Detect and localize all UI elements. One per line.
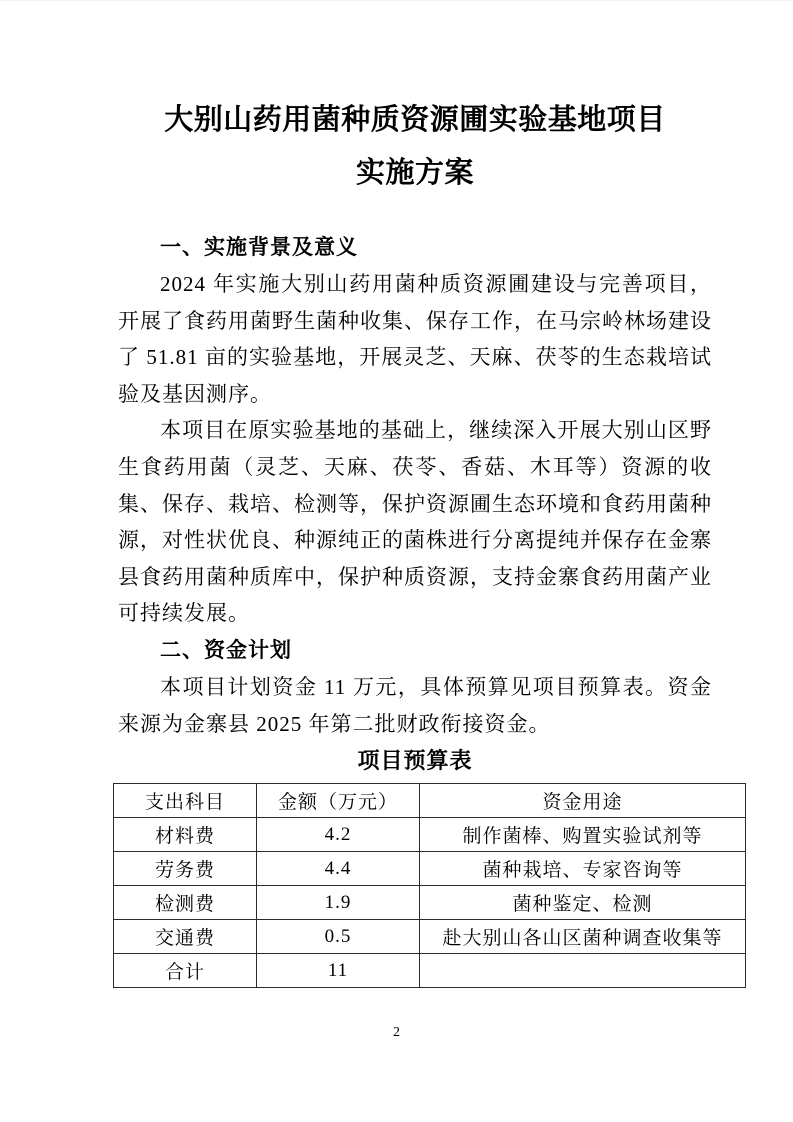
table-cell: 赴大别山各山区菌种调查收集等 bbox=[420, 920, 746, 954]
document-title bbox=[118, 94, 712, 200]
table-cell: 合计 bbox=[114, 954, 257, 988]
table-header-cell-amount: 金额（万元） bbox=[257, 784, 420, 818]
table-row bbox=[114, 920, 746, 954]
section-heading-2: 二、资金计划 bbox=[160, 638, 292, 662]
table-cell: 劳务费 bbox=[114, 852, 257, 886]
table-cell: 菌种鉴定、检测 bbox=[420, 886, 746, 920]
table-header-row bbox=[114, 784, 746, 818]
table-row bbox=[114, 954, 746, 988]
paragraph-2: 本项目在原实验基地的基础上，继续深入开展大别山区野生食药用菌（灵芝、天麻、茯苓、香菇、木耳等）资源的收集、保存、栽培、检测等，保护资源圃生态环境和食药用菌种源，对性状优良、种源纯正的菌株进行分离提纯并保存在金寨县食药用菌种质库中，保护种质资源，支持金寨食药用菌产业可持续发展。 bbox=[118, 418, 712, 626]
table-cell: 4.2 bbox=[257, 818, 420, 852]
budget-table-title: 项目预算表 bbox=[357, 748, 473, 774]
document-title-line1: 大别山药用菌种质资源圃实验基地项目 bbox=[164, 104, 666, 136]
table-cell bbox=[420, 954, 746, 988]
table-row bbox=[114, 818, 746, 852]
table-cell: 制作菌棒、购置实验试剂等 bbox=[420, 818, 746, 852]
table-header-cell-subject: 支出科目 bbox=[114, 784, 257, 818]
table-cell: 0.5 bbox=[257, 920, 420, 954]
table-cell: 1.9 bbox=[257, 886, 420, 920]
table-cell: 材料费 bbox=[114, 818, 257, 852]
table-row bbox=[114, 852, 746, 886]
budget-table bbox=[113, 783, 746, 988]
paragraph-3: 本项目计划资金 11 万元，具体预算见项目预算表。资金来源为金寨县 2025 年第二批财政衔接资金。 bbox=[118, 674, 712, 736]
table-header-cell-usage: 资金用途 bbox=[420, 784, 746, 818]
page-number: 2 bbox=[393, 1025, 400, 1040]
document-title-line2: 实施方案 bbox=[355, 157, 474, 189]
section-heading-1: 一、实施背景及意义 bbox=[160, 236, 358, 259]
table-cell: 11 bbox=[257, 954, 420, 988]
paragraph-1: 2024 年实施大别山药用菌种质资源圃建设与完善项目，开展了食药用菌野生菌种收集、保存工作，在马宗岭林场建设了 51.81 亩的实验基地，开展灵芝、天麻、茯苓的生态栽培试验及基因测序。 bbox=[118, 272, 712, 406]
table-cell: 菌种栽培、专家咨询等 bbox=[420, 852, 746, 886]
table-row bbox=[114, 886, 746, 920]
table-cell: 4.4 bbox=[257, 852, 420, 886]
document-content bbox=[0, 94, 793, 988]
table-cell: 交通费 bbox=[114, 920, 257, 954]
table-cell: 检测费 bbox=[114, 886, 257, 920]
